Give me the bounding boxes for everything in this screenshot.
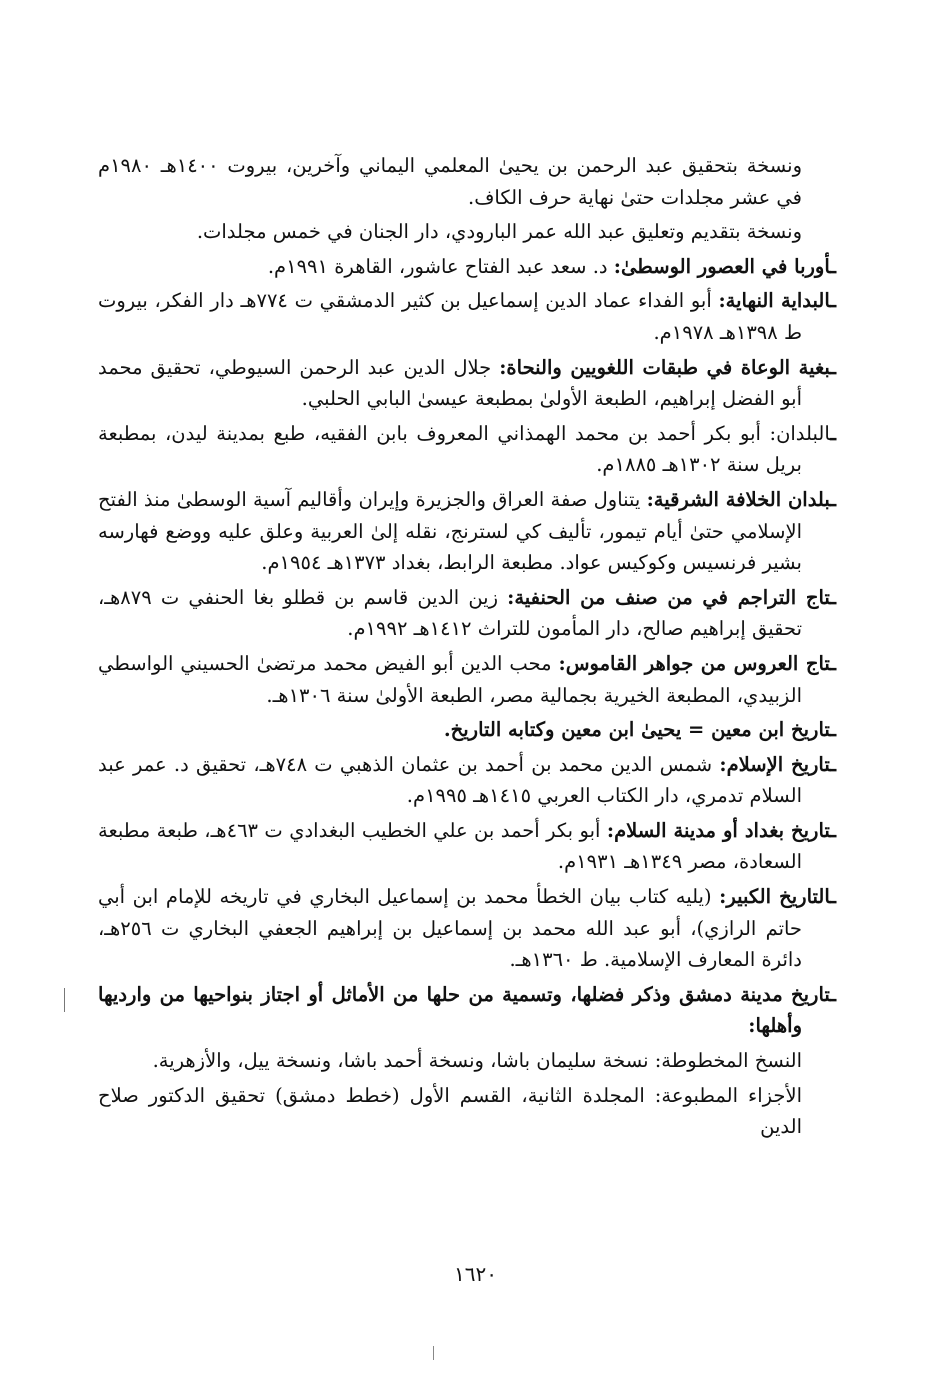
entry-text: (يليه كتاب بيان الخطأ محمد بن إسماعيل البخاري في تاريخه للإمام ابن أبي حاتم الرازي)، أبو عبد الله محمد بن إسماعيل بن إبراهيم الجعفي البخاري ت ٢٥٦هـ، دائرة المعارف الإسلامية. ط ١٣٦٠هـ. [98,885,802,972]
bibliography-entry [98,352,836,415]
entry-text: زين الدين قاسم بن قطلو بغا الحنفي ت ٨٧٩هـ، تحقيق إبراهيم صالح، دار المأمون للتراث ١٤١٢هـ ١٩٩٢م. [98,585,802,641]
entry-text: شمس الدين محمد بن أحمد بن عثمان الذهبي ت ٧٤٨هـ، تحقيق د. عمر عبد السلام تدمري، دار الكتاب العربي ١٤١٥هـ ١٩٩٥م. [98,752,802,808]
entry-heading: بغية الوعاة في طبقات اللغويين والنحاة: [499,355,831,379]
bibliography-entry [98,815,836,878]
entry-dash: ـ [830,651,836,675]
bibliography-entry [98,648,836,711]
entry-heading: أوربا في العصور الوسطىٰ: [613,254,831,278]
entry-heading: التاريخ الكبير: [719,885,831,909]
entry-text: يتناول صفة العراق والجزيرة وإيران وأقاليم آسية الوسطىٰ منذ الفتح الإسلامي حتىٰ أيام تيمور، تأليف كي لسترنج، نقله إلىٰ العربية وعلق عليه ووضع فهارسه بشير فرنسيس وكوكيس عواد. مطبعة الرابط، بغداد ١٣٧٣هـ ١٩٥٤م. [98,487,802,575]
entry-heading: تاج العروس من جواهر القاموس: [558,651,831,675]
bibliography-entry [98,251,836,283]
bibliography-page [98,150,836,1146]
entry-heading: البلدان: [769,421,831,445]
entry-text: أبو الفداء عماد الدين إسماعيل بن كثير الدمشقي ت ٧٧٤هـ دار الفكر، بيروت ط ١٣٩٨هـ ١٩٧٨م. [98,289,802,344]
entry-dash: ـ [830,355,837,379]
entry-text: د. سعد عبد الفتاح عاشور، القاهرة ١٩٩١م. [267,254,608,278]
entry-note [98,1080,836,1143]
bibliography-entry [98,418,836,481]
entry-heading: تاريخ مدينة دمشق وذكر فضلها، وتسمية من حلها من الأماثل أو اجتاز بنواحيها من وارديها وأهلها: [98,982,831,1038]
entry-dash: ـ [830,421,836,445]
entry-dash: ـ [830,718,836,742]
bibliography-entry [98,484,836,579]
margin-mark [64,988,65,1012]
entry-text: جلال الدين عبد الرحمن السيوطي، تحقيق محمد أبو الفضل إبراهيم، الطبعة الأولىٰ بمطبعة عيسىٰ البابي الحلبي. [98,355,802,411]
bibliography-entry [98,285,836,348]
entry-heading: تاج التراجم في من صنف من الحنفية: [507,585,831,609]
entry-dash: ـ [830,982,836,1006]
bibliography-entry [98,881,836,976]
bibliography-entry [98,749,836,812]
entry-text: أبو بكر أحمد بن علي الخطيب البغدادي ت ٤٦٣هـ، طبعة مطبعة السعادة، مصر ١٣٤٩هـ ١٩٣١م. [98,818,802,874]
entry-heading: بلدان الخلافة الشرقية: [646,487,831,511]
entry-note [98,150,836,213]
entry-text: ونسخة بتقديم وتعليق عبد الله عمر البارودي، دار الجنان في خمس مجلدات. [196,220,802,244]
entry-text: محب الدين أبو الفيض محمد مرتضىٰ الحسيني الواسطي الزبيدي، المطبعة الخيرية بجمالية مصر، الطبعة الأولىٰ سنة ١٣٠٦هـ. [98,651,802,707]
entry-dash: ـ [830,752,836,776]
page-number: ١٦٢٠ [454,1262,497,1286]
bibliography-entry [98,979,836,1042]
entry-heading: تاريخ بغداد أو مدينة السلام: [606,818,831,842]
entry-dash: ـ [830,487,836,511]
scan-mark [433,1346,434,1360]
bibliography-entry [98,714,836,746]
entry-text: الأجزاء المطبوعة: المجلدة الثانية، القسم الأول (خطط دمشق) تحقيق الدكتور صلاح الدين [98,1083,802,1139]
entry-heading: تاريخ ابن معين = يحيىٰ ابن معين وكتابه التاريخ. [443,718,831,742]
entry-note [98,216,836,248]
entry-heading: تاريخ الإسلام: [719,752,831,776]
entry-dash: ـ [830,254,836,278]
entry-dash: ـ [830,585,836,609]
bibliography-entry [98,582,836,645]
entry-dash: ـ [830,289,837,313]
entry-text: النسخ المخطوطة: نسخة سليمان باشا، ونسخة أحمد باشا، ونسخة ييل، والأزهرية. [152,1049,802,1073]
entry-dash: ـ [830,885,836,909]
entry-text: أبو بكر أحمد بن محمد الهمذاني المعروف بابن الفقيه، طبع بمدينة ليدن، بمطبعة بريل سنة ١٣٠٢هـ ١٨٨٥م. [98,421,802,477]
entry-dash: ـ [830,818,837,842]
entry-heading: البداية النهاية: [718,289,831,313]
entry-note [98,1045,836,1077]
entry-text: ونسخة بتحقيق عبد الرحمن بن يحيىٰ المعلمي اليماني وآخرين، بيروت ١٤٠٠هـ ١٩٨٠م في عشر مجلدات حتىٰ نهاية حرف الكاف. [98,154,802,209]
